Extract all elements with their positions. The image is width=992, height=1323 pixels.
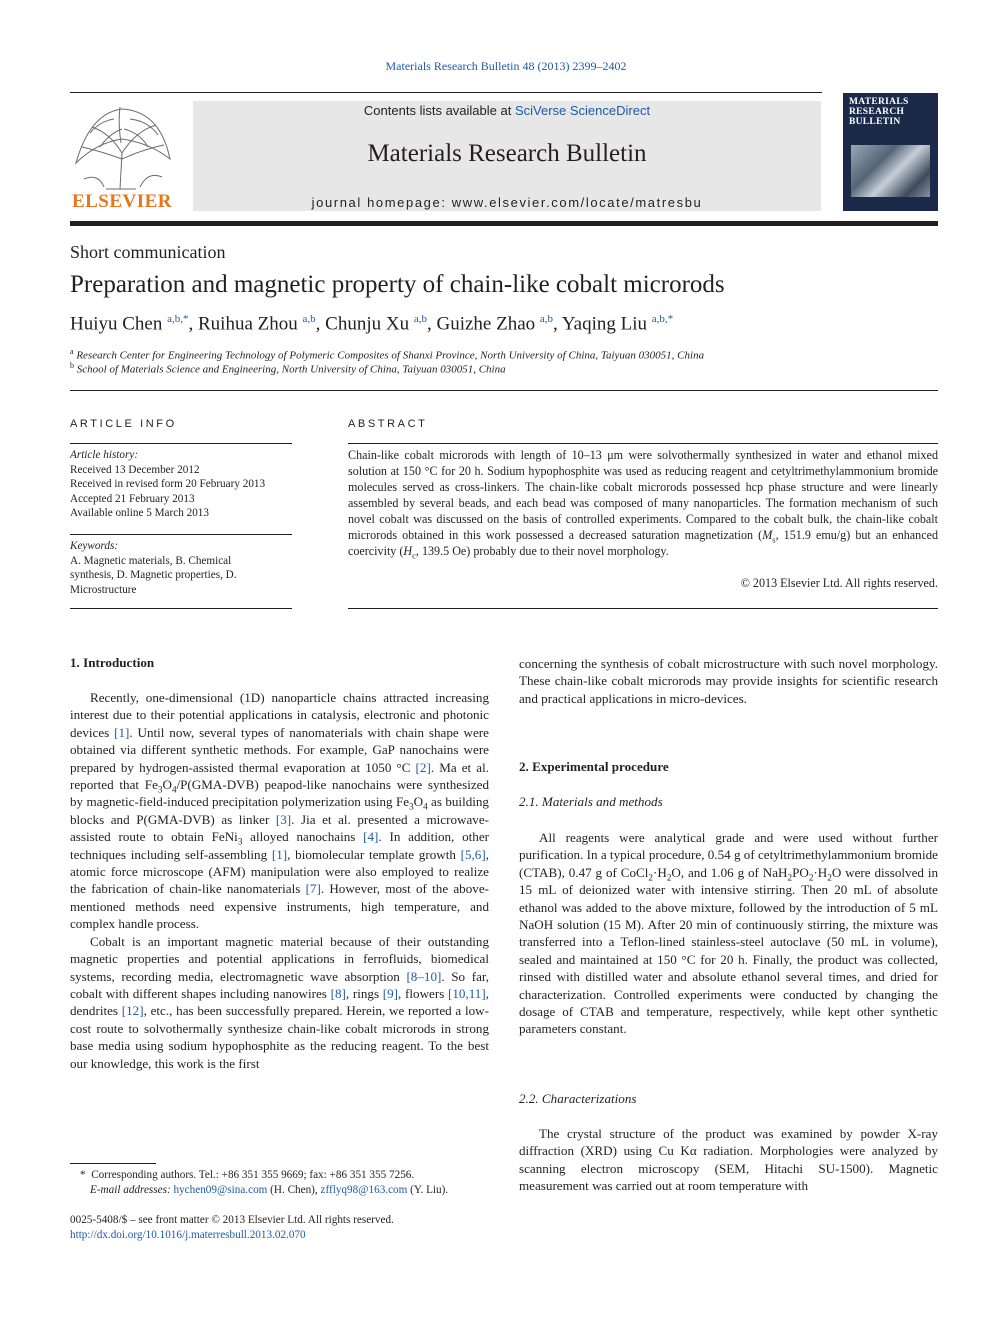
- subsection-heading-materials: 2.1. Materials and methods: [519, 794, 663, 809]
- journal-title: Materials Research Bulletin: [367, 140, 647, 167]
- author-list: Huiyu Chen $^{a,b,*}$, Ruihua Zhou $^{a,b}$, Chunju Xu $^{a,b}$, Guizhe Zhao $^{a,b}$, Yaqing Liu $^{a,b,*}$: [70, 313, 674, 335]
- paragraph: Cobalt is an important magnetic material because of their outstanding magnetic properties and potential applications in ferrofluids, biomedical systems, recording media, electromagnetic wave absorption [8–10]. So far, cobalt with different shapes including nanowires [8], rings [9], flowers [10,11], dendrites [12], etc., has been successfully prepared. Herein, we reported a low-cost route to solvothermally synthesize chain-like cobalt microrods in strong base media using sodium hypophosphite as the reducing reagent. To the best our knowledge, this work is the first: [70, 933, 489, 1071]
- affiliation-a: $^a$ Research Center for Engineering Technology of Polymeric Composites of Shanxi Province, North University of China, Taiyuan 030051, China: [70, 347, 705, 362]
- header-top-rule: [70, 92, 822, 93]
- email-link[interactable]: zfflyq98@163.com: [320, 1184, 408, 1196]
- journal-cover[interactable]: [843, 93, 938, 211]
- author-affil-link[interactable]: a,b,*: [651, 313, 674, 325]
- doi-link[interactable]: http://dx.doi.org/10.1016/j.materresbull.2013.02.070: [70, 1229, 306, 1241]
- sciencedirect-link[interactable]: SciVerse ScienceDirect: [514, 103, 651, 118]
- history-item: Available online 5 March 2013: [70, 507, 209, 519]
- title-rule: [70, 390, 938, 391]
- journal-reference[interactable]: Materials Research Bulletin 48 (2013) 2399–2402: [385, 59, 627, 73]
- author-affil-link[interactable]: a,b: [302, 313, 316, 325]
- author-name: Guizhe Zhao: [436, 313, 536, 335]
- history-item: Received 13 December 2012: [70, 463, 200, 476]
- abstract-heading: ABSTRACT: [348, 418, 428, 430]
- keyword-line: synthesis, D. Magnetic properties, D.: [70, 569, 237, 581]
- abstract-copyright: © 2013 Elsevier Ltd. All rights reserved.: [740, 576, 938, 590]
- article-history: [70, 448, 295, 521]
- elsevier-tree-icon: [70, 103, 174, 191]
- contents-prefix: Contents lists available at: [363, 103, 515, 118]
- divider: [348, 443, 938, 444]
- history-item: Accepted 21 February 2013: [70, 492, 195, 505]
- keyword-line: Microstructure: [70, 583, 137, 596]
- citation-link[interactable]: [1]: [114, 724, 130, 740]
- citation-link[interactable]: [5,6]: [460, 846, 486, 862]
- keywords: [70, 539, 295, 597]
- elsevier-wordmark: ELSEVIER: [71, 191, 173, 212]
- author-affil-link[interactable]: a,b: [413, 313, 427, 325]
- article-type: Short communication: [70, 242, 226, 262]
- citation-link[interactable]: [4]: [363, 829, 379, 845]
- characterizations-text: The crystal structure of the product was examined by powder X-ray diffraction (XRD) using Cu Kα radiation. Morphologies were analyzed by scanning electron microscopy (SEM, Hitachi SU-1500). Magnetic measurement was carried out at room temperature with: [519, 1126, 938, 1194]
- cover-image: [851, 145, 930, 197]
- journal-homepage[interactable]: journal homepage: www.elsevier.com/locate/matresbu: [311, 195, 703, 210]
- issn-note: 0025-5408/$ – see front matter © 2013 Elsevier Ltd. All rights reserved.: [70, 1214, 394, 1226]
- corresponding-author-note: * Corresponding authors. Tel.: +86 351 355 9669; fax: +86 351 355 7256.: [80, 1169, 415, 1181]
- affiliation-b: $^b$ School of Materials Science and Engineering, North University of China, Taiyuan 030051, China: [70, 361, 506, 376]
- section-heading-introduction: 1. Introduction: [70, 655, 155, 670]
- article-info-heading: ARTICLE INFO: [70, 418, 177, 430]
- citation-link[interactable]: [2]: [415, 759, 431, 775]
- citation-link[interactable]: [8]: [330, 985, 346, 1001]
- contents-line: [193, 103, 821, 118]
- citation-link[interactable]: [7]: [305, 881, 321, 897]
- author-name: Yaqing Liu: [561, 313, 647, 335]
- email-note: E-mail addresses: hychen09@sina.com (H. Chen), zfflyq98@163.com (Y. Liu).: [90, 1184, 449, 1196]
- author-affil-link[interactable]: a,b,*: [167, 313, 189, 325]
- divider: [70, 443, 292, 444]
- elsevier-logo: [70, 103, 174, 213]
- author-name: Chunju Xu: [325, 313, 410, 335]
- paragraph: Recently, one-dimensional (1D) nanoparticle chains attracted increasing interest due to their potential applications in catalysis, electronic and photonic devices [1]. Until now, several types of nanomaterials with chain shape were obtained via different synthetic methods. For example, GaP nanochains were prepared by hydrogen-assisted thermal evaporation at 1050 °C [2]. Ma et al. reported that $Fe_3O_4/P(GMA-DVB)$ peapod-like nanochains were synthesized by magnetic-field-induced precipitation polymerization using $Fe_3O_4$ as building blocks and P(GMA-DVB) as linker [3]. Jia et al. presented a microwave-assisted route to obtain FeNi$_3$ alloyed nanochains [4]. In addition, other techniques including self-assembling [1], biomolecular template growth [5,6], atomic force microscope (AFM) manipulation were also employed to realize the fabrication of chain-like nanomaterials [7]. However, most of the above-mentioned methods need expensive instruments, high temperature, and complex handle process.: [70, 690, 490, 932]
- abstract-text: Chain-like cobalt microrods with length of 10–13 μm were solvothermally synthesized in water and ethanol mixed solution at 150 °C for 20 h. Sodium hypophosphite was used as reducing reagent and cetyltrimethylammonium bromide molecules served as cross-linkers. The chain-like cobalt microrods possessed hcp phase structure and were linearly assembled by several beads, and each bead was composed of many nanoparticles. The formation mechanism of such novel cobalt was discussed on the basis of controlled experiments. Compared to the cobalt bulk, the chain-like cobalt microrods obtained in this work possessed a decreased saturation magnetization ($M_s$, 151.9 emu/g) but an enhanced coercivity ($H_c$, 139.5 Oe) probably due to their novel morphology.: [348, 448, 939, 561]
- history-item: Received in revised form 20 February 2013: [70, 478, 266, 490]
- section-heading-experimental: 2. Experimental procedure: [519, 759, 669, 774]
- introduction-text: [70, 689, 489, 1072]
- citation-link[interactable]: [9]: [382, 985, 399, 1001]
- citation-link[interactable]: [8–10]: [406, 968, 442, 984]
- history-label: Article history:: [70, 449, 139, 461]
- citation-link[interactable]: [10,11]: [448, 985, 486, 1001]
- author-name: Ruihua Zhou: [198, 313, 298, 335]
- divider: [70, 534, 292, 535]
- keyword-line: A. Magnetic materials, B. Chemical: [70, 554, 232, 567]
- citation-link[interactable]: [3]: [275, 811, 292, 827]
- divider: [348, 608, 938, 609]
- subsection-heading-characterizations: 2.2. Characterizations: [519, 1091, 637, 1106]
- cover-title: MATERIALS RESEARCH BULLETIN: [849, 97, 909, 127]
- keywords-label: Keywords:: [70, 540, 119, 552]
- footnote-rule: [70, 1163, 156, 1164]
- materials-methods-text: All reagents were analytical grade and were used without further purification. In a typical procedure, 0.54 g of cetyltrimethylammonium bromide (CTAB), 0.47 g of $CoCl_2\cdot H_2O$, and 1.06 g of $NaH_2PO_2\cdot H_2O$ were dissolved in 15 mL of deionized water with intensive stirring. Then 20 mL of absolute ethanol was added to the above mixture, followed by the introduction of 5 mL NaOH solution (15 M). After 20 min of continuously stirring, the mixture was transferred into a Teflon-lined stainless-steel autoclave (50 mL in volume), sealed and maintained at 150 °C for 20 h. Finally, the product was collected, rinsed with distilled water and absolute ethanol several times, and dried for characterization. Controlled experiments were conducted by changing the dosage of CTAB and temperature, respectively, while kept other synthetic parameters constant.: [519, 830, 939, 1037]
- header-rule: [70, 221, 938, 226]
- paper-title: Preparation and magnetic property of chain-like cobalt microrods: [70, 271, 725, 298]
- divider: [70, 608, 292, 609]
- email-link[interactable]: hychen09@sina.com: [173, 1184, 268, 1196]
- citation-link[interactable]: [12]: [121, 1003, 144, 1019]
- author-name: Huiyu Chen: [70, 313, 163, 335]
- citation-link[interactable]: [1]: [271, 846, 288, 862]
- author-affil-link[interactable]: a,b: [539, 313, 554, 325]
- introduction-continued: concerning the synthesis of cobalt microstructure with such novel morphology. These chain-like cobalt microrods may provide insights for scientific research and practical applications in micro-devices.: [519, 656, 938, 706]
